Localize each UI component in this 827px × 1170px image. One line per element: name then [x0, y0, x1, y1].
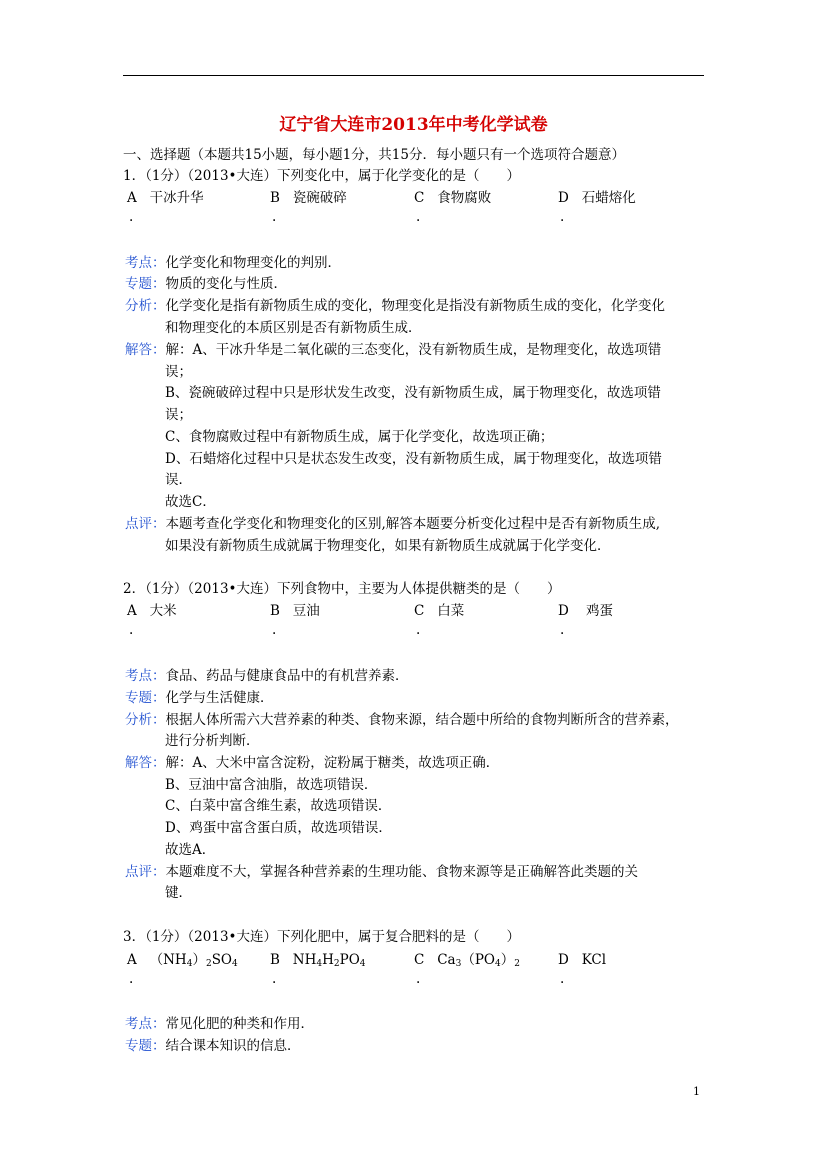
q2-fenxi-line: 进行分析判断． — [165, 733, 260, 749]
q1-fenxi: 分析：化学变化是指有新物质生成的变化，物理变化是指没有新物质生成的变化，化学变化 — [125, 298, 665, 314]
q2-kaodian: 考点：食品、药品与健康食品中的有机营养素． — [125, 668, 409, 684]
q1-jieda-line: 误． — [165, 472, 192, 488]
q1-jieda-line: 误； — [165, 364, 192, 380]
q3-option-d: D KCl — [558, 952, 607, 968]
q2-stem: 2．（1分）（2013•大连）下列食物中，主要为人体提供糖类的是（ ） — [123, 581, 561, 597]
section-heading: 一、选择题（本题共15小题，每小题1分，共15分．每小题只有一个选项符合题意） — [123, 147, 625, 163]
option-dot: . — [560, 209, 565, 225]
q2-option-b: B 豆油 — [270, 603, 320, 619]
q1-jieda-line: 误； — [165, 407, 192, 423]
option-dot: . — [129, 622, 134, 638]
q1-jieda: 解答：解：A、干冰升华是二氧化碳的三态变化，没有新物质生成，是物理变化，故选项错 — [125, 342, 662, 358]
q2-jieda-line: C、白菜中富含维生素，故选项错误． — [165, 798, 392, 814]
q1-jieda-line: B、瓷碗破碎过程中只是形状发生改变，没有新物质生成，属于物理变化，故选项错 — [165, 385, 661, 401]
page-title: 辽宁省大连市2013年中考化学试卷 — [279, 115, 548, 135]
option-dot: . — [560, 971, 565, 987]
q2-dianping: 点评：本题难度不大，掌握各种营养素的生理功能、食物来源等是正确解答此类题的关 — [125, 864, 638, 880]
q1-stem: 1．（1分）（2013•大连）下列变化中，属于化学变化的是（ ） — [123, 168, 520, 184]
q1-zhuanti: 专题：物质的变化与性质． — [125, 276, 287, 292]
q1-jieda-line: C、食物腐败过程中有新物质生成，属于化学变化，故选项正确； — [165, 429, 554, 445]
q3-stem: 3．（1分）（2013•大连）下列化肥中，属于复合肥料的是（ ） — [123, 929, 520, 945]
q1-dianping: 点评：本题考查化学变化和物理变化的区别,解答本题要分析变化过程中是否有新物质生成, — [125, 516, 661, 532]
option-dot: . — [129, 209, 134, 225]
q1-jieda-line: D、石蜡熔化过程中只是状态发生改变，没有新物质生成，属于物理变化，故选项错 — [165, 451, 662, 467]
q2-option-d: D 鸡蛋 — [558, 603, 613, 619]
q2-dianping-line: 键． — [165, 885, 192, 901]
q2-zhuanti: 专题：化学与生活健康． — [125, 690, 274, 706]
q1-option-b: B 瓷碗破碎 — [270, 190, 347, 206]
option-dot: . — [416, 622, 421, 638]
page-number: 1 — [693, 1085, 700, 1098]
q2-fenxi: 分析：根据人体所需六大营养素的种类、食物来源，结合题中所给的食物判断所含的营养素， — [125, 712, 679, 728]
q3-option-c: C $Ca_3(PO_4)_2$ — [414, 952, 520, 969]
q3-kaodian: 考点：常见化肥的种类和作用． — [125, 1016, 314, 1032]
q3-zhuanti: 专题：结合课本知识的信息． — [125, 1038, 301, 1054]
q1-dianping-line: 如果没有新物质生成就属于物理变化，如果有新物质生成就属于化学变化． — [165, 538, 611, 554]
option-dot: . — [416, 209, 421, 225]
q1-option-d: D 石蜡熔化 — [558, 190, 636, 206]
option-dot: . — [416, 971, 421, 987]
header-rule — [123, 75, 704, 76]
q3-option-a: A $(NH_4)_2SO_4$ — [127, 952, 238, 969]
q2-option-c: C 白菜 — [414, 603, 465, 619]
q3-option-b: B $NH_4H_2PO_4$ — [270, 952, 366, 969]
q2-jieda-line: B、豆油中富含油脂，故选项错误． — [165, 777, 378, 793]
q2-option-a: A 大米 — [127, 603, 177, 619]
q1-jieda-line: 故选C． — [165, 494, 216, 510]
q1-option-a: A 干冰升华 — [127, 190, 204, 206]
q2-jieda-line: D、鸡蛋中富含蛋白质，故选项错误． — [165, 820, 392, 836]
option-dot: . — [129, 971, 134, 987]
q1-option-c: C 食物腐败 — [414, 190, 492, 206]
option-dot: . — [272, 622, 277, 638]
q1-fenxi-line: 和物理变化的本质区别是否有新物质生成． — [165, 320, 422, 336]
q1-kaodian: 考点：化学变化和物理变化的判别． — [125, 255, 341, 271]
option-dot: . — [272, 971, 277, 987]
q2-jieda-line: 故选A． — [165, 842, 216, 858]
option-dot: . — [560, 622, 565, 638]
q2-jieda: 解答：解：A、大米中富含淀粉，淀粉属于糖类，故选项正确． — [125, 755, 500, 771]
option-dot: . — [272, 209, 277, 225]
